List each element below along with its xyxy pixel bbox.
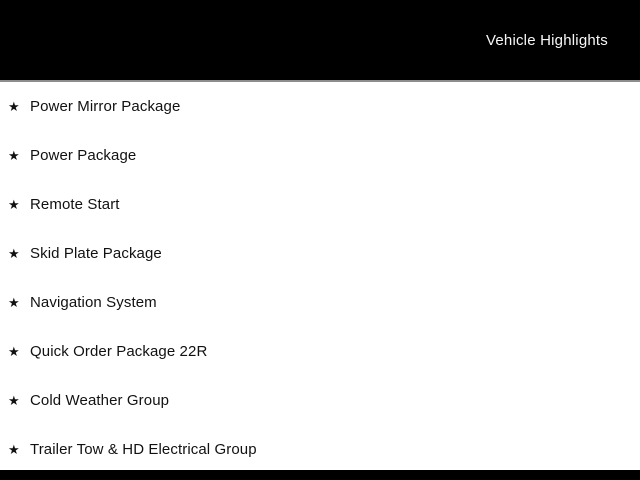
footer-bar <box>0 470 640 480</box>
star-icon: ★ <box>8 246 20 261</box>
list-item <box>0 229 640 278</box>
star-icon: ★ <box>8 442 20 457</box>
list-item <box>0 425 640 474</box>
highlights-list <box>0 82 640 474</box>
list-item <box>0 82 640 131</box>
list-item-label: Skid Plate Package <box>30 245 162 262</box>
list-item <box>0 180 640 229</box>
star-icon: ★ <box>8 393 20 408</box>
star-icon: ★ <box>8 197 20 212</box>
page-title: Vehicle Highlights <box>485 31 608 49</box>
star-icon: ★ <box>8 344 20 359</box>
list-item-label: Power Mirror Package <box>30 98 181 115</box>
list-item-label: Remote Start <box>30 196 120 213</box>
star-icon: ★ <box>8 295 20 310</box>
list-item-label: Power Package <box>30 147 137 164</box>
list-item-label: Trailer Tow & HD Electrical Group <box>30 441 257 458</box>
star-icon: ★ <box>8 148 20 163</box>
list-item-label: Quick Order Package 22R <box>30 343 208 360</box>
list-item <box>0 327 640 376</box>
list-item <box>0 376 640 425</box>
list-item-label: Cold Weather Group <box>30 392 170 409</box>
header-bar <box>0 0 640 82</box>
list-item <box>0 278 640 327</box>
list-item <box>0 131 640 180</box>
list-item-label: Navigation System <box>30 294 157 311</box>
star-icon: ★ <box>8 99 20 114</box>
